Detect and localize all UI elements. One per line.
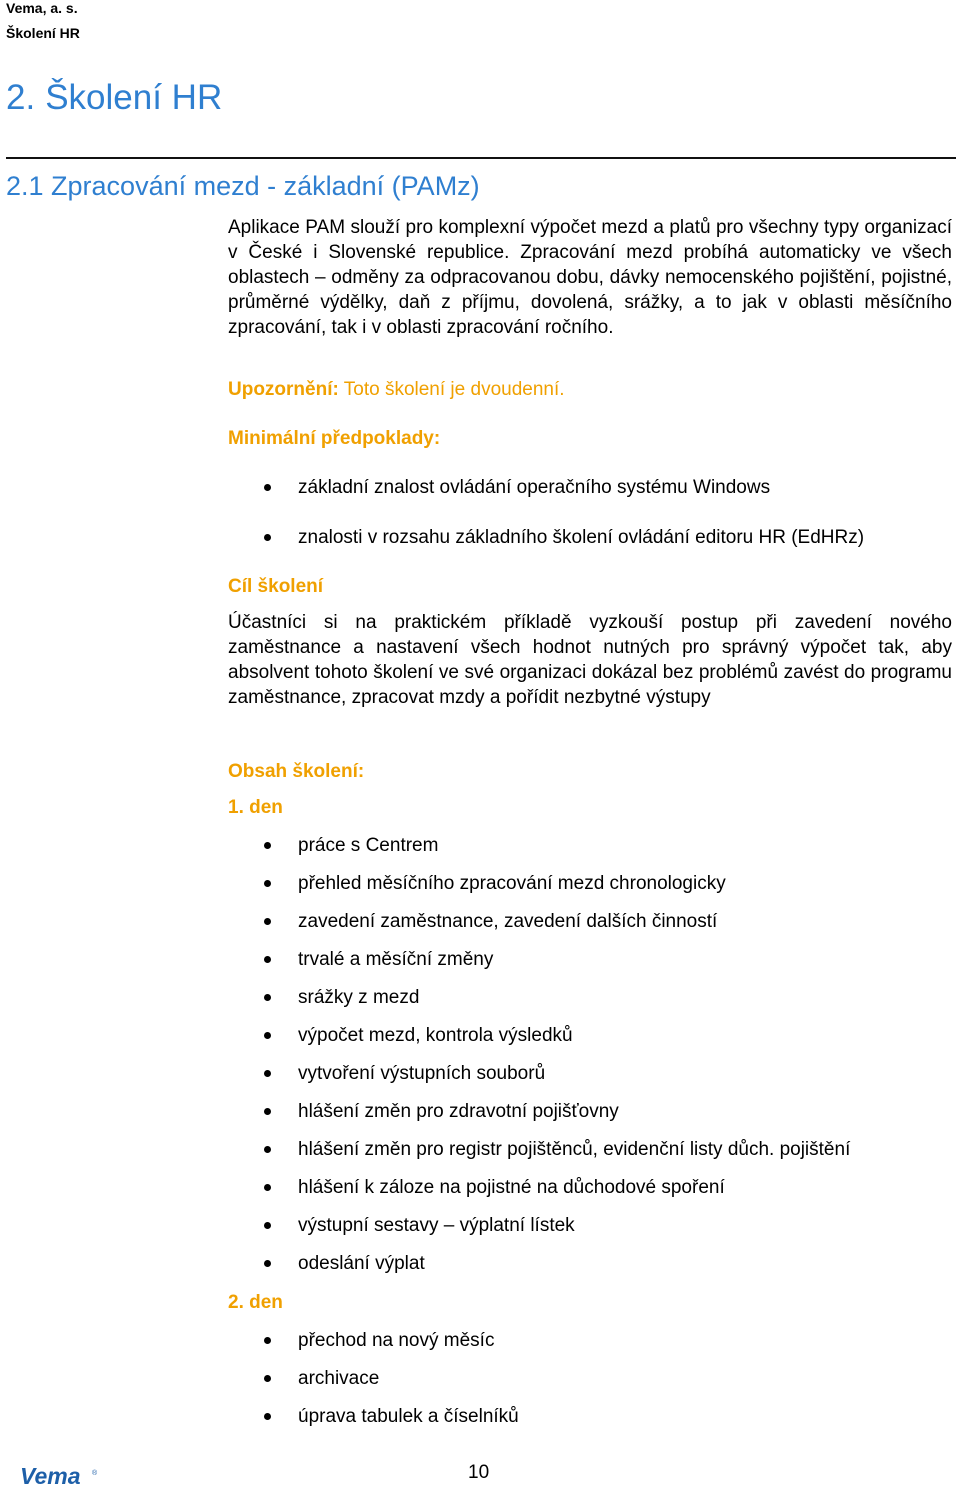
chapter-title bbox=[6, 74, 222, 122]
bullet-icon bbox=[264, 1413, 271, 1420]
chapter-divider bbox=[6, 157, 956, 159]
vema-logo-text: Vema bbox=[20, 1463, 81, 1489]
page-number: 10 bbox=[468, 1462, 490, 1483]
bullet-icon bbox=[264, 484, 271, 491]
warning-note bbox=[228, 377, 565, 402]
chapter-number: 2. bbox=[6, 78, 36, 117]
header-doc-title: Školení HR bbox=[6, 25, 80, 41]
svg-text:®: ® bbox=[92, 1470, 98, 1477]
goal-paragraph: Účastníci si na praktickém příkladě vyzkouší postup při zavedení nového zaměstnance a nastavení všech hodnot nutných pro správný výpočet tak, aby absolvent tohoto školení ve své organizaci dokázal bez problémů zavést do programu zaměstnance, zpracovat mzdy a pořídit nezbytné výstupy bbox=[228, 612, 952, 708]
bullet-icon bbox=[264, 1222, 271, 1229]
bullet-icon bbox=[264, 1146, 271, 1153]
warning-text: Toto školení je dvoudenní. bbox=[343, 379, 565, 400]
header-company: Vema, a. s. bbox=[6, 0, 78, 16]
bullet-icon bbox=[264, 1337, 271, 1344]
chapter-title-text: Školení HR bbox=[45, 78, 223, 117]
bullet-icon bbox=[264, 1375, 271, 1382]
bullet-icon bbox=[264, 956, 271, 963]
content-heading: Obsah školení: bbox=[228, 761, 365, 782]
bullet-icon bbox=[264, 842, 271, 849]
warning-label: Upozornění: bbox=[228, 379, 339, 400]
day1-label: 1. den bbox=[228, 797, 283, 818]
bullet-icon bbox=[264, 1108, 271, 1115]
bullet-icon bbox=[264, 994, 271, 1001]
goal-heading: Cíl školení bbox=[228, 576, 324, 597]
intro-paragraph: Aplikace PAM slouží pro komplexní výpočet mezd a platů pro všechny typy organizací v České i Slovenské republice. Zpracování mezd probíhá automaticky ve všech oblastech – odměny za odpracovanou dobu, dávky nemocenského pojištění, pojistné, průměrné výdělky, daň z příjmu, dovolená, srážky, a to jak v oblasti měsíčního zpracování, tak i v oblasti zpracování ročního. bbox=[228, 217, 952, 338]
bullet-icon bbox=[264, 1070, 271, 1077]
prerequisites-heading: Minimální předpoklady: bbox=[228, 428, 441, 449]
bullet-icon bbox=[264, 534, 271, 541]
section-title: 2.1 Zpracování mezd - základní (PAMz) bbox=[6, 171, 480, 201]
bullet-icon bbox=[264, 1184, 271, 1191]
bullet-icon bbox=[264, 918, 271, 925]
bullet-icon bbox=[264, 880, 271, 887]
bullet-icon bbox=[264, 1032, 271, 1039]
bullet-icon bbox=[264, 1260, 271, 1267]
day2-label: 2. den bbox=[228, 1292, 283, 1313]
vema-logo bbox=[18, 1462, 100, 1490]
